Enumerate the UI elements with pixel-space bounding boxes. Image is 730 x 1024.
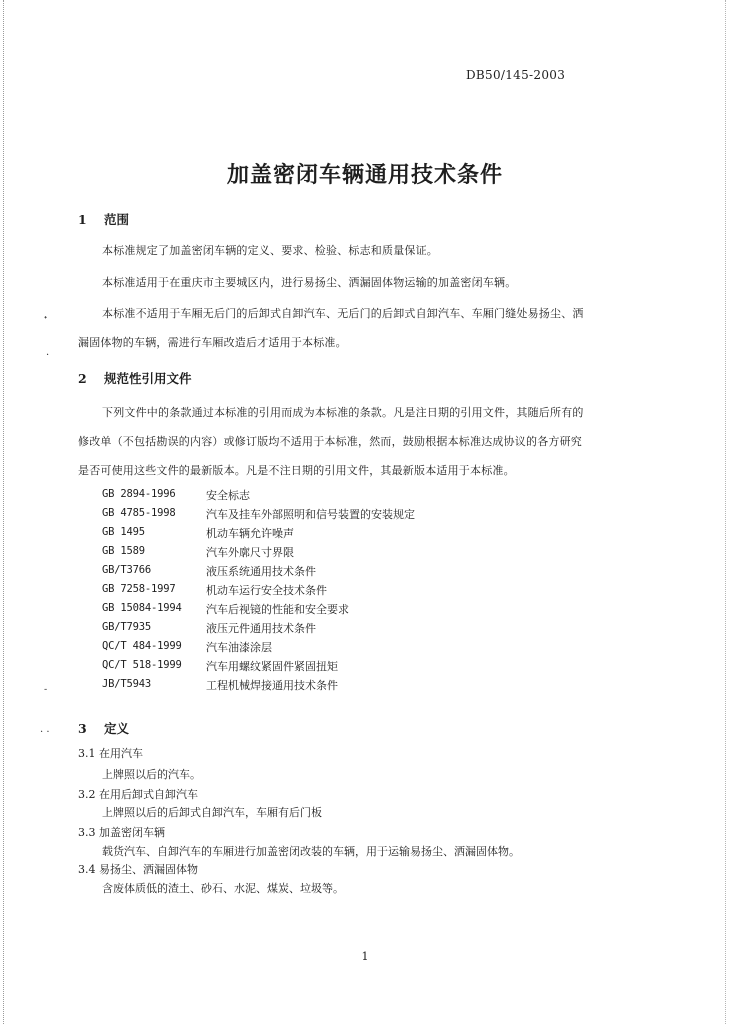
- reference-code: GB/T3766: [102, 564, 151, 576]
- reference-title: 机动车运行安全技术条件: [206, 584, 327, 597]
- definition-body: 含废体质低的渣土、砂石、水泥、煤炭、垃圾等。: [102, 882, 344, 895]
- definition-term: 3.3 加盖密闭车辆: [78, 826, 165, 839]
- document-title: 加盖密闭车辆通用技术条件: [226, 162, 503, 188]
- reference-title: 工程机械焊接通用技术条件: [206, 679, 338, 692]
- scan-mark: . .: [40, 724, 50, 735]
- section-3-heading: [78, 719, 129, 737]
- reference-code: QC/T 518-1999: [102, 659, 182, 671]
- reference-title: 汽车用螺纹紧固件紧固扭矩: [206, 660, 338, 673]
- reference-title: 汽车及挂车外部照明和信号装置的安装规定: [206, 508, 415, 521]
- paragraph: 修改单（不包括勘误的内容）或修订版均不适用于本标准，然而，鼓励根据本标准达成协议的各方研究: [78, 435, 582, 448]
- scan-mark: ˖: [44, 312, 48, 323]
- section-number: 1: [78, 212, 87, 227]
- scan-mark: ·: [46, 350, 50, 361]
- standard-code: DB50/145-2003: [466, 68, 566, 82]
- reference-code: GB/T7935: [102, 621, 151, 633]
- paragraph: 本标准规定了加盖密闭车辆的定义、要求、检验、标志和质量保证。: [102, 244, 438, 257]
- reference-code: GB 2894-1996: [102, 488, 176, 500]
- reference-title: 液压系统通用技术条件: [206, 565, 316, 578]
- paragraph: 本标准适用于在重庆市主要城区内，进行易扬尘、洒漏固体物运输的加盖密闭车辆。: [102, 276, 517, 289]
- section-number: 3: [78, 721, 87, 736]
- paragraph: 漏固体物的车辆，需进行车厢改造后才适用于本标准。: [78, 336, 347, 349]
- reference-code: GB 1589: [102, 545, 145, 557]
- definition-body: 载货汽车、自卸汽车的车厢进行加盖密闭改装的车辆，用于运输易扬尘、洒漏固体物。: [102, 845, 520, 858]
- reference-code: GB 4785-1998: [102, 507, 176, 519]
- reference-title: 汽车后视镜的性能和安全要求: [206, 603, 349, 616]
- reference-code: GB 15084-1994: [102, 602, 182, 614]
- reference-title: 安全标志: [206, 489, 250, 502]
- section-title: 定义: [104, 721, 130, 736]
- paragraph: 下列文件中的条款通过本标准的引用而成为本标准的条款。凡是注日期的引用文件，其随后所有的: [102, 406, 584, 419]
- scan-mark: ˗: [44, 684, 48, 695]
- definition-body: 上牌照以后的汽车。: [102, 768, 201, 781]
- scan-edge-left: [3, 0, 5, 1024]
- definition-term: 3.4 易扬尘、洒漏固体物: [78, 863, 198, 876]
- reference-title: 汽车外廓尺寸界限: [206, 546, 294, 559]
- definition-term: 3.1 在用汽车: [78, 747, 143, 760]
- paragraph: 是否可使用这些文件的最新版本。凡是不注日期的引用文件，其最新版本适用于本标准。: [78, 464, 515, 477]
- reference-code: GB 7258-1997: [102, 583, 176, 595]
- definition-body: 上牌照以后的后卸式自卸汽车，车厢有后门板: [102, 806, 322, 819]
- scan-edge-right: [725, 0, 727, 1024]
- definition-term: 3.2 在用后卸式自卸汽车: [78, 788, 198, 801]
- section-number: 2: [78, 371, 87, 386]
- section-title: 范围: [104, 212, 130, 227]
- reference-title: 液压元件通用技术条件: [206, 622, 316, 635]
- page-number: 1: [361, 950, 369, 963]
- reference-code: JB/T5943: [102, 678, 151, 690]
- reference-code: QC/T 484-1999: [102, 640, 182, 652]
- section-2-heading: [78, 369, 192, 387]
- section-title: 规范性引用文件: [104, 371, 192, 386]
- section-1-heading: [78, 210, 129, 228]
- reference-title: 机动车辆允许噪声: [206, 527, 294, 540]
- reference-title: 汽车油漆涂层: [206, 641, 272, 654]
- reference-code: GB 1495: [102, 526, 145, 538]
- paragraph: 本标准不适用于车厢无后门的后卸式自卸汽车、无后门的后卸式自卸汽车、车厢门缝处易扬尘、洒: [102, 307, 584, 320]
